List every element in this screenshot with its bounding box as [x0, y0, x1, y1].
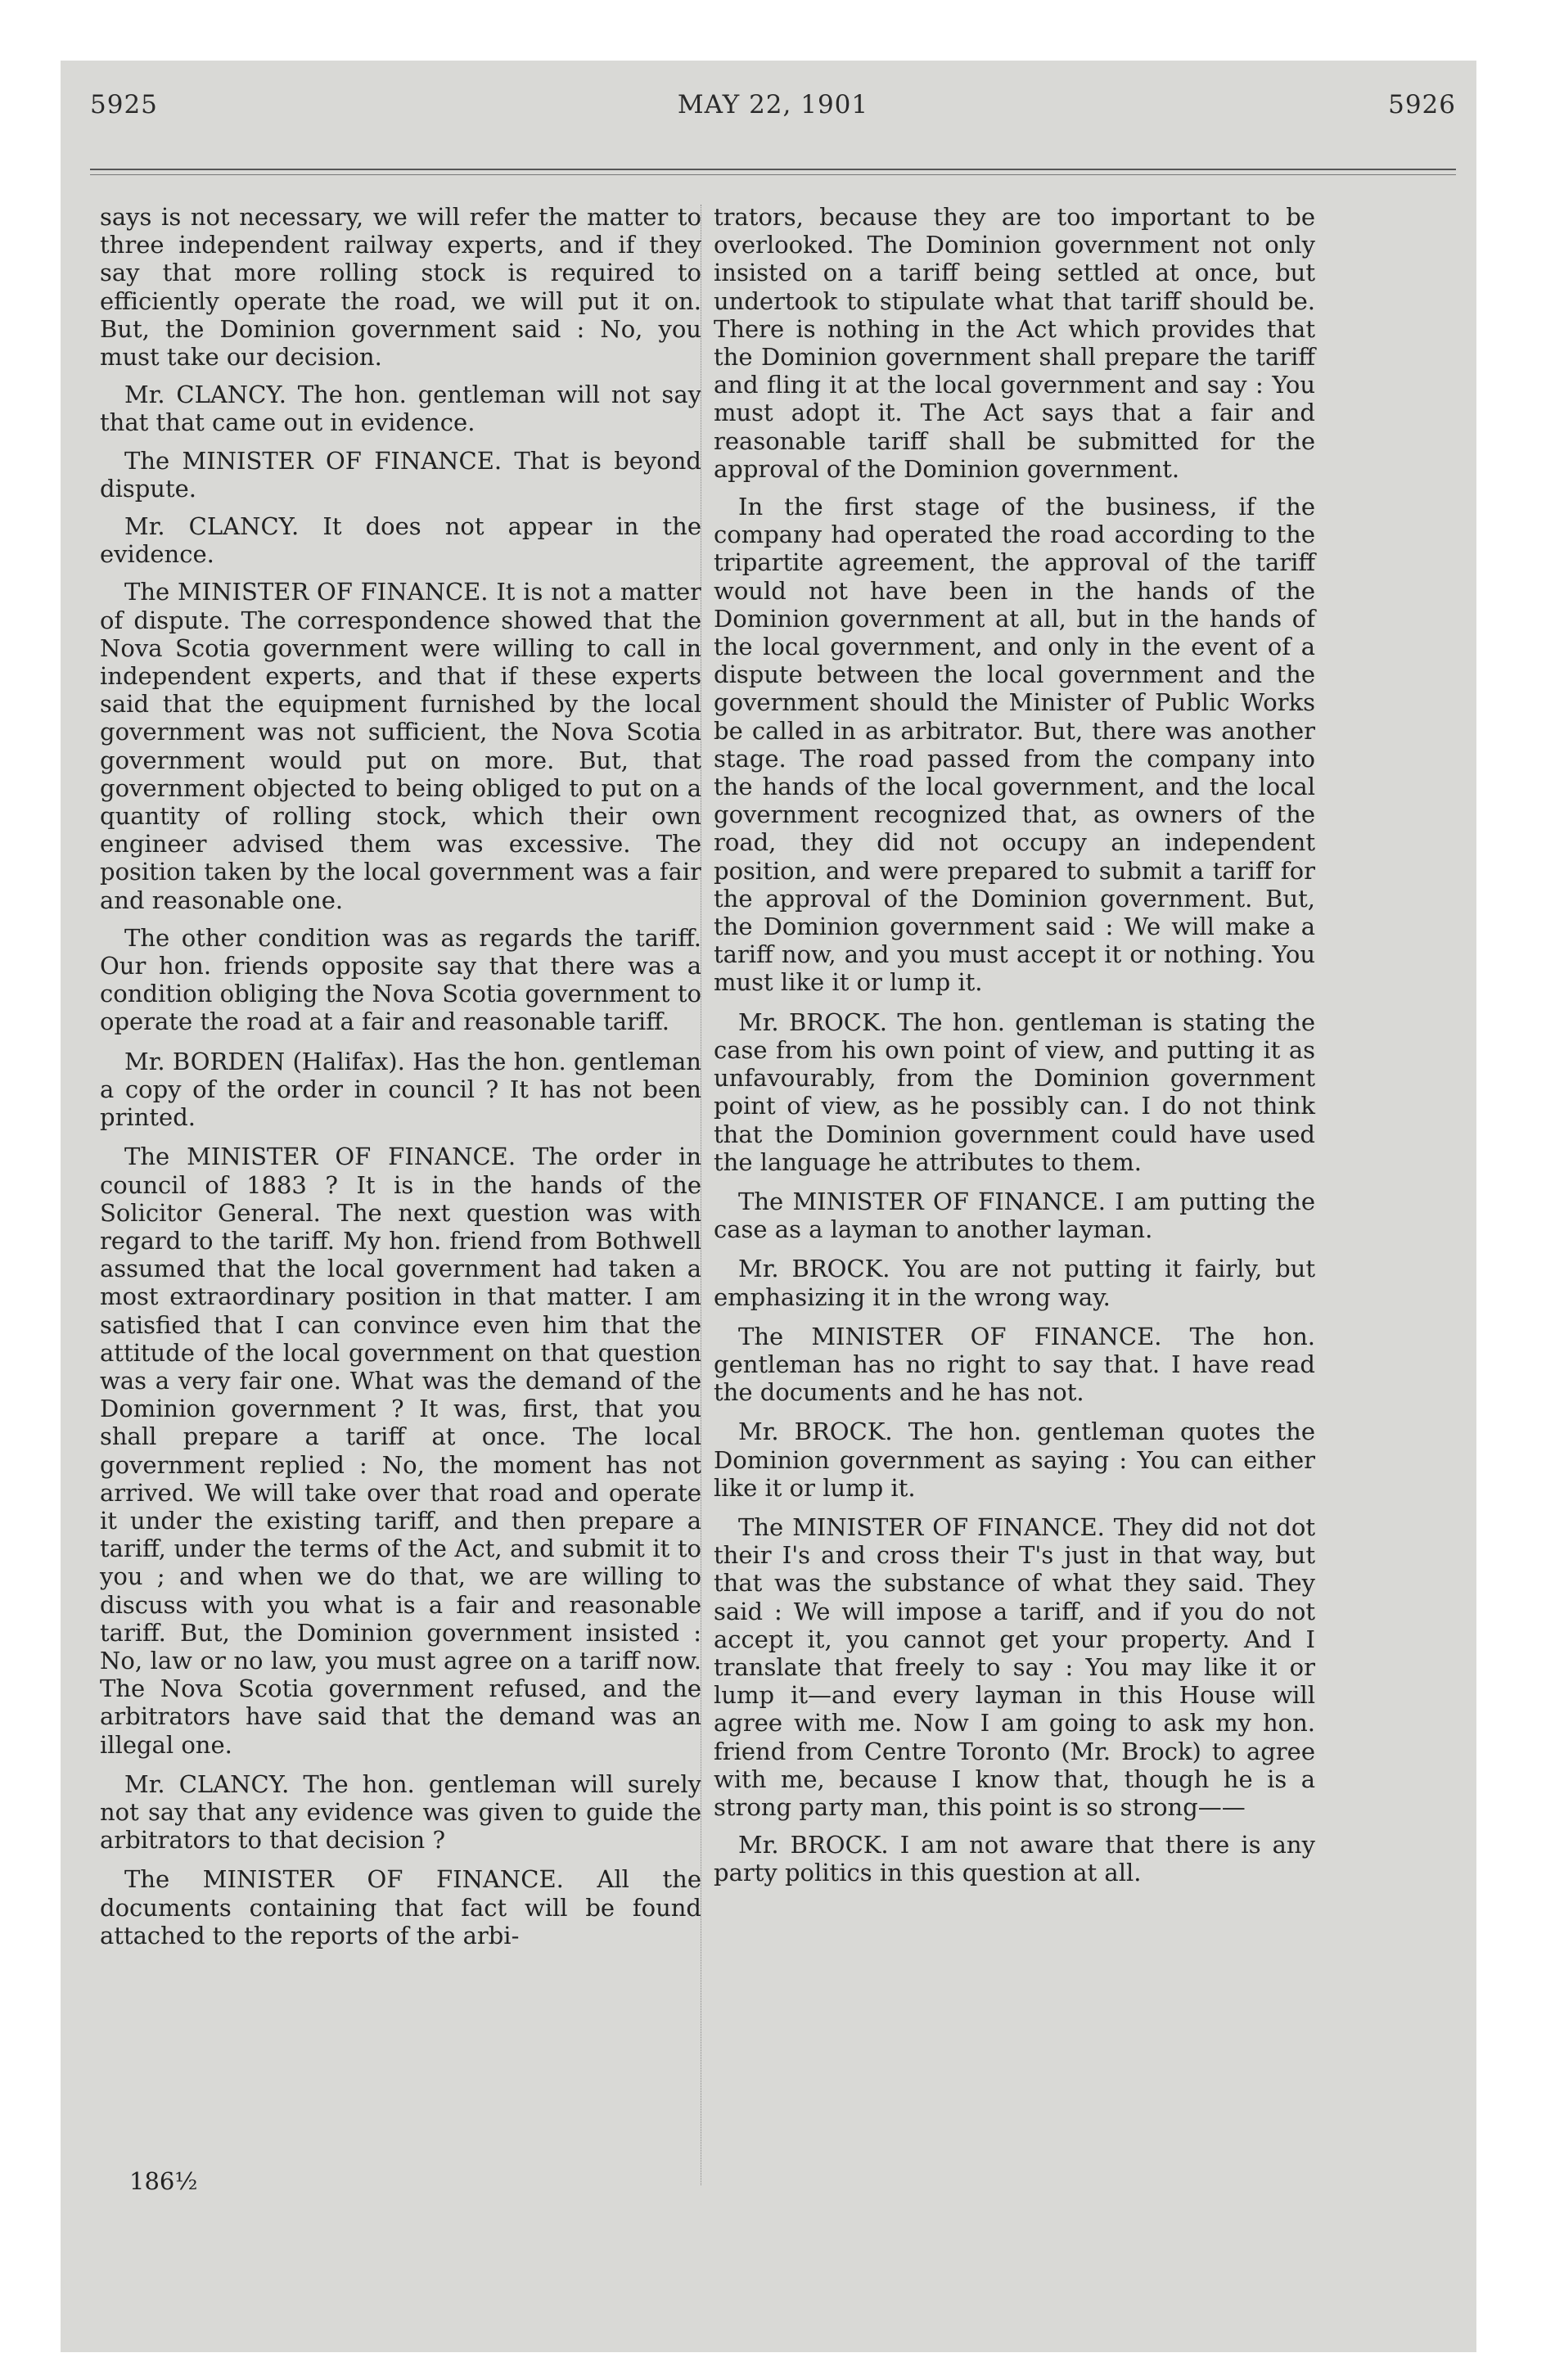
header-rule-thin [90, 174, 1456, 175]
paragraph: The MINISTER OF FINANCE. It is not a matter of dispute. The correspondence showed that the Nova Scotia government were willing to call in independent experts, and that if these experts said that the equipment furnished by the local government was not sufficient, the Nova Scotia government would put on more. But, that government objected to being obliged to put on a quantity of rolling stock, which their own engineer advised them was excessive. The position taken by the local government was a fair and reasonable one. [100, 578, 701, 914]
paragraph: trators, because they are too important to be overlooked. The Dominion government not only insisted on a tariff being settled at once, but undertook to stipulate what that tariff should be. There is nothing in the Act which provides that the Dominion government shall prepare the tariff and fling it at the local government and say : You must adopt it. The Act says that a fair and reasonable tariff shall be submitted for the approval of the Dominion government. [714, 203, 1315, 483]
paragraph: Mr. BROCK. I am not aware that there is any party politics in this question at all. [714, 1831, 1315, 1887]
signature-mark: 186½ [129, 2167, 198, 2195]
page-number-left: 5925 [90, 90, 158, 119]
paragraph: The MINISTER OF FINANCE. All the documents containing that fact will be found attached to the reports of the arbi- [100, 1865, 701, 1950]
paragraph: Mr. CLANCY. It does not appear in the evidence. [100, 512, 701, 569]
paragraph: The other condition was as regards the tariff. Our hon. friends opposite say that there was a condition obliging the Nova Scotia government to operate the road at a fair and reasonable tariff. [100, 923, 701, 1036]
right-column [714, 203, 1315, 1897]
page-header [90, 90, 1456, 131]
paragraph: The MINISTER OF FINANCE. I am putting the case as a layman to another layman. [714, 1187, 1315, 1244]
paragraph: Mr. CLANCY. The hon. gentleman will not say that that came out in evidence. [100, 381, 701, 437]
page-date: MAY 22, 1901 [677, 90, 869, 119]
left-column [100, 203, 701, 1959]
paragraph: says is not necessary, we will refer the matter to three independent railway experts, and if they say that more rolling stock is required to efficiently operate the road, we will put it on. But, the Dominion government said : No, you must take our decision. [100, 203, 701, 372]
paragraph: Mr. BROCK. You are not putting it fairly, but emphasizing it in the wrong way. [714, 1255, 1315, 1311]
paragraph: The MINISTER OF FINANCE. The hon. gentleman has no right to say that. I have read the documents and he has not. [714, 1322, 1315, 1407]
paragraph: Mr. CLANCY. The hon. gentleman will surely not say that any evidence was given to guide the arbitrators to that decision ? [100, 1769, 701, 1855]
paragraph: Mr. BORDEN (Halifax). Has the hon. gentleman a copy of the order in council ? It has not been printed. [100, 1047, 701, 1132]
header-rule [90, 169, 1456, 170]
paragraph: The MINISTER OF FINANCE. The order in council of 1883 ? It is in the hands of the Solicitor General. The next question was with regard to the tariff. My hon. friend from Bothwell assumed that the local government had taken a most extraordinary position in that matter. I am satisfied that I can convince even him that the attitude of the local government on that question was a very fair one. What was the demand of the Dominion government ? It was, first, that you shall prepare a tariff at once. The local government replied : No, the moment has not arrived. We will take over that road and operate it under the existing tariff, and then prepare a tariff, under the terms of the Act, and submit it to you ; and when we do that, we are willing to discuss with you what is a fair and reasonable tariff. But, the Dominion government insisted : No, law or no law, you must agree on a tariff now. The Nova Scotia government refused, and the arbitrators have said that the demand was an illegal one. [100, 1143, 701, 1759]
page-number-right: 5926 [1388, 90, 1456, 119]
paragraph: Mr. BROCK. The hon. gentleman is stating the case from his own point of view, and putting it as unfavourably, from the Dominion government point of view, as he possibly can. I do not think that the Dominion government could have used the language he attributes to them. [714, 1007, 1315, 1176]
paragraph: In the first stage of the business, if the company had operated the road according to the tripartite agreement, the approval of the tariff would not have been in the hands of the Dominion government at all, but in the hands of the local government, and only in the event of a dispute between the local government and the government should the Minister of Public Works be called in as arbitrator. But, there was another stage. The road passed from the company into the hands of the local government, and the local government recognized that, as owners of the road, they did not occupy an independent position, and were prepared to submit a tariff for the approval of the Dominion government. But, the Dominion government said : We will make a tariff now, and you must accept it or nothing. You must like it or lump it. [714, 493, 1315, 997]
paragraph: The MINISTER OF FINANCE. They did not dot their I's and cross their T's just in that way, but that was the substance of what they said. They said : We will impose a tariff, and if you do not accept it, you cannot get your property. And I translate that freely to say : You may like it or lump it—and every layman in this House will agree with me. Now I am going to ask my hon. friend from Centre Toronto (Mr. Brock) to agree with me, because I know that, though he is a strong party man, this point is so strong—— [714, 1512, 1315, 1821]
paragraph: Mr. BROCK. The hon. gentleman quotes the Dominion government as saying : You can either like it or lump it. [714, 1418, 1315, 1502]
paragraph: The MINISTER OF FINANCE. That is beyond dispute. [100, 446, 701, 503]
